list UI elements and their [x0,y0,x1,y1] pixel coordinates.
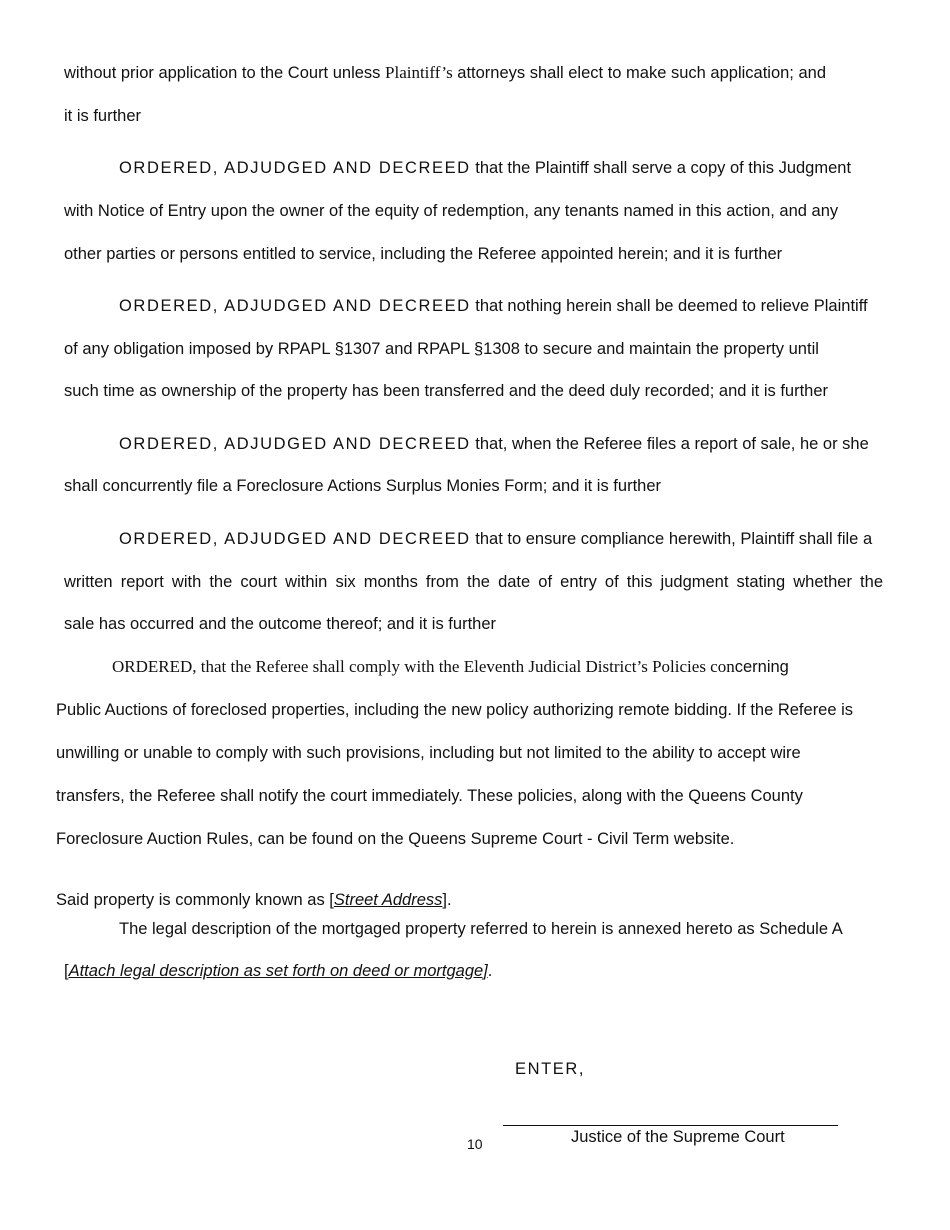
text-segment: ORDERED, that the Referee shall comply with the Eleventh Judicial District’s Policies con [112,657,735,676]
text-segment: that, when the Referee files a report of sale, he or she [470,435,869,453]
paragraph-line [112,657,789,677]
paragraph-line: transfers, the Referee shall notify the court immediately. These policies, along with the Queens County [56,787,803,805]
paragraph-line: Foreclosure Auction Rules, can be found on the Queens Supreme Court - Civil Term website. [56,830,735,848]
text-segment: . [487,962,493,980]
text-segment: without prior application to the Court unless [64,64,386,82]
paragraph-line: Public Auctions of foreclosed properties, including the new policy authorizing remote bidding. If the Referee is [56,701,854,719]
paragraph-line: it is further [64,107,142,125]
ordered-lead: ORDERED, ADJUDGED AND DECREED [119,297,471,315]
ordered-lead: ORDERED, ADJUDGED AND DECREED [119,159,471,177]
paragraph-line [119,434,869,454]
paragraph-line [119,296,868,316]
text-segment: Plaintiff’s [385,63,453,82]
text-segment: ]. [442,891,452,909]
ordered-lead: ORDERED, ADJUDGED AND DECREED [119,435,471,453]
paragraph-line: with Notice of Entry upon the owner of the equity of redemption, any tenants named in this action, and any [64,202,839,220]
paragraph-line: unwilling or unable to comply with such provisions, including but not limited to the ability to accept wire [56,744,801,762]
paragraph-line [119,529,872,549]
paragraph-line: The legal description of the mortgaged property referred to herein is annexed hereto as Schedule A [119,920,843,938]
text-segment: that the Plaintiff shall serve a copy of this Judgment [470,159,852,177]
justice-label: Justice of the Supreme Court [571,1128,785,1146]
text-segment: that nothing herein shall be deemed to relieve Plaintiff [470,297,868,315]
paragraph-line: sale has occurred and the outcome thereof; and it is further [64,615,496,633]
legal-description-placeholder: Attach legal description as set forth on deed or mortgage] [68,962,488,980]
text-segment: attorneys shall elect to make such application; and [452,64,826,82]
ordered-lead: ORDERED, ADJUDGED AND DECREED [119,530,471,548]
street-address-placeholder: Street Address [333,891,443,909]
paragraph-line: of any obligation imposed by RPAPL §1307 and RPAPL §1308 to secure and maintain the property until [64,340,819,358]
text-segment: [ [64,962,69,980]
text-segment: Said property is commonly known as [ [56,891,334,909]
page-number: 10 [467,1136,483,1152]
paragraph-line [64,961,492,981]
paragraph-line: written report with the court within six months from the date of entry of this judgment stating whether the [64,573,883,591]
paragraph-line [64,63,826,83]
text-segment: that to ensure compliance herewith, Plaintiff shall file a [470,530,873,548]
text-segment: cerning [734,658,789,676]
enter-label: ENTER, [515,1060,586,1078]
paragraph-line [119,158,851,178]
signature-line [503,1125,838,1126]
paragraph-line: such time as ownership of the property has been transferred and the deed duly recorded; and it is further [64,382,829,400]
paragraph-line: other parties or persons entitled to service, including the Referee appointed herein; and it is further [64,245,783,263]
paragraph-line: shall concurrently file a Foreclosure Actions Surplus Monies Form; and it is further [64,477,661,495]
paragraph-line [56,890,452,910]
